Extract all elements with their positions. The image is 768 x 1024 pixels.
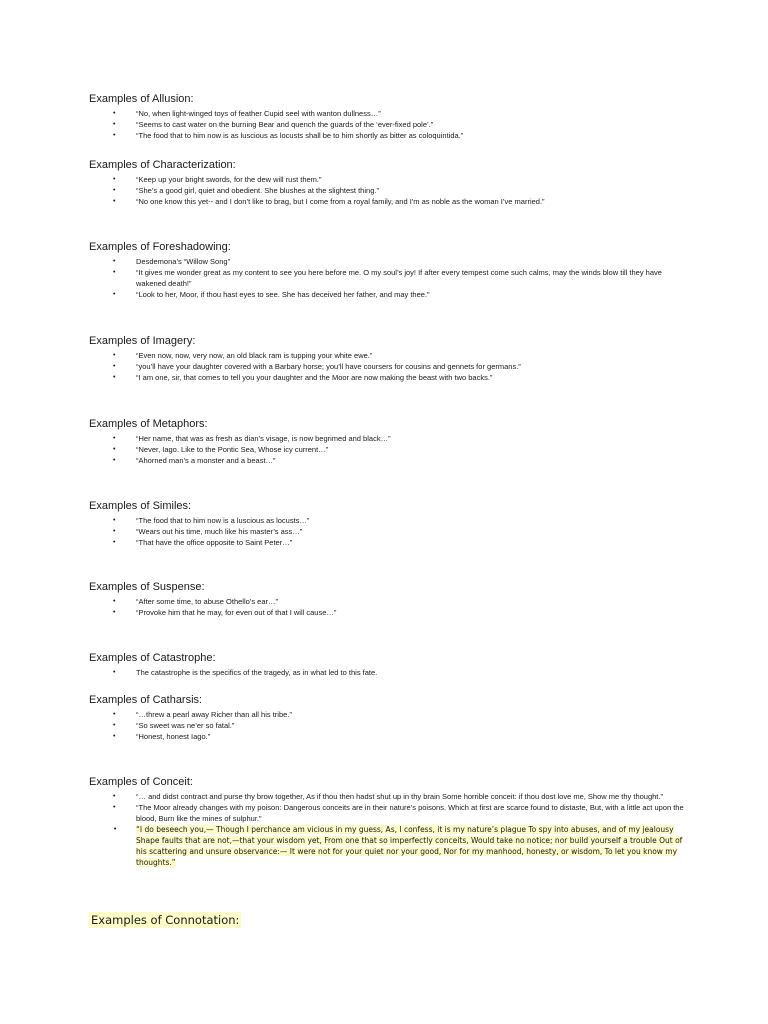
bullet-list: [89, 667, 689, 678]
list-item-text: “Seems to cast water on the burning Bear and quench the guards of the ‘ever-fixed pole’.”: [136, 120, 434, 129]
list-item-text: “Ahorned man’s a monster and a beast…”: [136, 456, 276, 465]
list-item-text: “After some time, to abuse Othello’s ear…”: [136, 597, 279, 606]
list-item: [89, 433, 689, 444]
bullet-icon: •: [113, 669, 116, 676]
section-heading: Examples of Characterization:: [89, 159, 236, 171]
list-item-text: “Never, Iago. Like to the Pontic Sea, Whose icy current…”: [136, 445, 329, 454]
bullet-icon: •: [113, 176, 116, 183]
list-item: [89, 720, 689, 731]
list-item: [89, 108, 689, 119]
section-heading: Examples of Suspense:: [89, 581, 205, 593]
list-item-text: Desdemona’s “Willow Song”: [136, 257, 231, 266]
list-item: [89, 256, 689, 267]
list-item-text: “The food that to him now is a luscious as locusts…”: [136, 516, 310, 525]
bullet-icon: •: [113, 517, 116, 524]
list-item-highlighted: [89, 824, 689, 868]
connotation-heading: Examples of Connotation:: [91, 913, 240, 927]
list-item: [89, 455, 689, 466]
bullet-icon: •: [113, 187, 116, 194]
list-item-text: “She’s a good girl, quiet and obedient. She blushes at the slightest thing.”: [136, 186, 379, 195]
bullet-icon: •: [113, 198, 116, 205]
bullet-list: [89, 350, 689, 383]
list-item-text: “The food that to him now is as luscious as locusts shall be to him shortly as bitter as coloquintida.”: [136, 131, 464, 140]
list-item: [89, 515, 689, 526]
bullet-list: [89, 709, 689, 742]
list-item-text: “Keep up your bright swords, for the dew will rust them.”: [136, 175, 322, 184]
bullet-icon: •: [113, 528, 116, 535]
list-item: [89, 185, 689, 196]
list-item: [89, 350, 689, 361]
section-heading: Examples of Metaphors:: [89, 418, 208, 430]
list-item-text: “Look to her, Moor, if thou hast eyes to see. She has deceived her father, and may thee.”: [136, 290, 430, 299]
section-heading: Examples of Conceit:: [89, 776, 193, 788]
bullet-icon: •: [113, 598, 116, 605]
bullet-list: [89, 256, 689, 300]
list-item-text: “…threw a pearl away Richer than all his tribe.”: [136, 710, 292, 719]
bullet-icon: •: [113, 363, 116, 370]
section-heading: Examples of Catharsis:: [89, 694, 203, 706]
section-heading: Examples of Foreshadowing:: [89, 241, 231, 253]
bullet-icon: •: [113, 435, 116, 442]
bullet-icon: •: [113, 121, 116, 128]
section-catharsis: [89, 694, 689, 742]
list-item: [89, 289, 689, 300]
highlighted-quote: “I do beseech you,— Though I perchance am vicious in my guess, As, I confess, it is my nature’s plague To spy into abuses, and of my jealousy Shape faults that are not,—that your wisdom yet, From one that so imperfectly conceits, Would take no notice; nor build yourself a trouble Out of his scattering and unsure observance:— It were not for your quiet nor your good, Nor for my manhood, honesty, or wisdom, To let you know my thoughts.”: [136, 825, 683, 867]
bullet-icon: •: [113, 291, 116, 298]
bullet-icon: •: [113, 110, 116, 117]
list-item: [89, 667, 689, 678]
list-item-text: “No one know this yet-- and I don’t like to brag, but I come from a royal family, and I'm as noble as the woman I’ve married.”: [136, 197, 545, 206]
highlighted-bullet-list: [89, 824, 689, 868]
list-item: [89, 526, 689, 537]
list-item: [89, 596, 689, 607]
bullet-list: [89, 174, 689, 207]
list-item: [89, 607, 689, 618]
list-item-text: The catastrophe is the specifics of the tragedy, as in what led to this fate.: [136, 668, 378, 677]
bullet-icon: •: [113, 722, 116, 729]
section-similes: [89, 500, 689, 548]
section-characterization: [89, 159, 689, 207]
list-item: [89, 196, 689, 207]
bullet-icon: •: [113, 374, 116, 381]
section-foreshadowing: [89, 241, 689, 300]
list-item-text: “… and didst contract and purse thy brow together, As if thou then hadst shut up in thy brain Some horrible conceit: if thou dost love me, Show me thy thought.”: [136, 792, 663, 801]
list-item-text: “I am one, sir, that comes to tell you your daughter and the Moor are now making the beast with two backs.”: [136, 373, 493, 382]
list-item: [89, 802, 689, 824]
list-item: [89, 444, 689, 455]
section-heading: Examples of Catastrophe:: [89, 652, 216, 664]
list-item-text: “No, when light-winged toys of feather Cupid seel with wanton dullness…”: [136, 109, 381, 118]
list-item: [89, 709, 689, 720]
list-item: [89, 130, 689, 141]
bullet-icon: •: [113, 825, 118, 833]
bullet-icon: •: [113, 539, 116, 546]
list-item: [89, 537, 689, 548]
list-item-text: “That have the office opposite to Saint Peter…”: [136, 538, 293, 547]
section-heading: Examples of Allusion:: [89, 93, 194, 105]
list-item: [89, 731, 689, 742]
bullet-list: [89, 791, 689, 824]
section-imagery: [89, 335, 689, 383]
list-item-text: “you’ll have your daughter covered with a Barbary horse; you’ll have coursers for cousins and gennets for germans.”: [136, 362, 521, 371]
bullet-icon: •: [113, 609, 116, 616]
list-item-text: “Her name, that was as fresh as dian’s visage, is now begrimed and black…”: [136, 434, 391, 443]
bullet-list: [89, 433, 689, 466]
section-heading: Examples of Imagery:: [89, 335, 196, 347]
bullet-list: [89, 596, 689, 618]
section-conceit: [89, 776, 689, 868]
list-item-text: “The Moor already changes with my poison: Dangerous conceits are in their nature’s poisons. Which at first are scarce found to distaste, But, with a little act upon the blood, Burn like the mines of sulphur.”: [136, 803, 684, 823]
section-heading: Examples of Similes:: [89, 500, 192, 512]
section-metaphors: [89, 418, 689, 466]
bullet-icon: •: [113, 446, 116, 453]
list-item-text: “Provoke him that he may, for even out of that I will cause…”: [136, 608, 337, 617]
bullet-icon: •: [113, 793, 116, 800]
section-suspense: [89, 581, 689, 618]
list-item-text: “Wears out his time, much like his master’s ass…”: [136, 527, 303, 536]
list-item-text: “Even now, now, very now, an old black ram is tupping your white ewe.”: [136, 351, 373, 360]
bullet-icon: •: [113, 258, 116, 265]
list-item-text: “It gives me wonder great as my content to see you here before me. O my soul’s joy! If after every tempest come such calms, may the winds blow till they have wakened death!”: [136, 268, 662, 288]
list-item: [89, 174, 689, 185]
list-item-text: “Honest, honest Iago.”: [136, 732, 211, 741]
section-allusion: [89, 93, 689, 141]
bullet-icon: •: [113, 733, 116, 740]
list-item: [89, 119, 689, 130]
list-item: [89, 361, 689, 372]
bullet-list: [89, 108, 689, 141]
bullet-icon: •: [113, 132, 116, 139]
bullet-icon: •: [113, 269, 116, 276]
bullet-icon: •: [113, 711, 116, 718]
bullet-icon: •: [113, 352, 116, 359]
list-item-text: “So sweet was ne’er so fatal.”: [136, 721, 235, 730]
list-item: [89, 372, 689, 383]
bullet-icon: •: [113, 457, 116, 464]
bullet-icon: •: [113, 804, 116, 811]
section-catastrophe: [89, 652, 689, 678]
list-item: [89, 791, 689, 802]
bullet-list: [89, 515, 689, 548]
list-item: [89, 267, 689, 289]
